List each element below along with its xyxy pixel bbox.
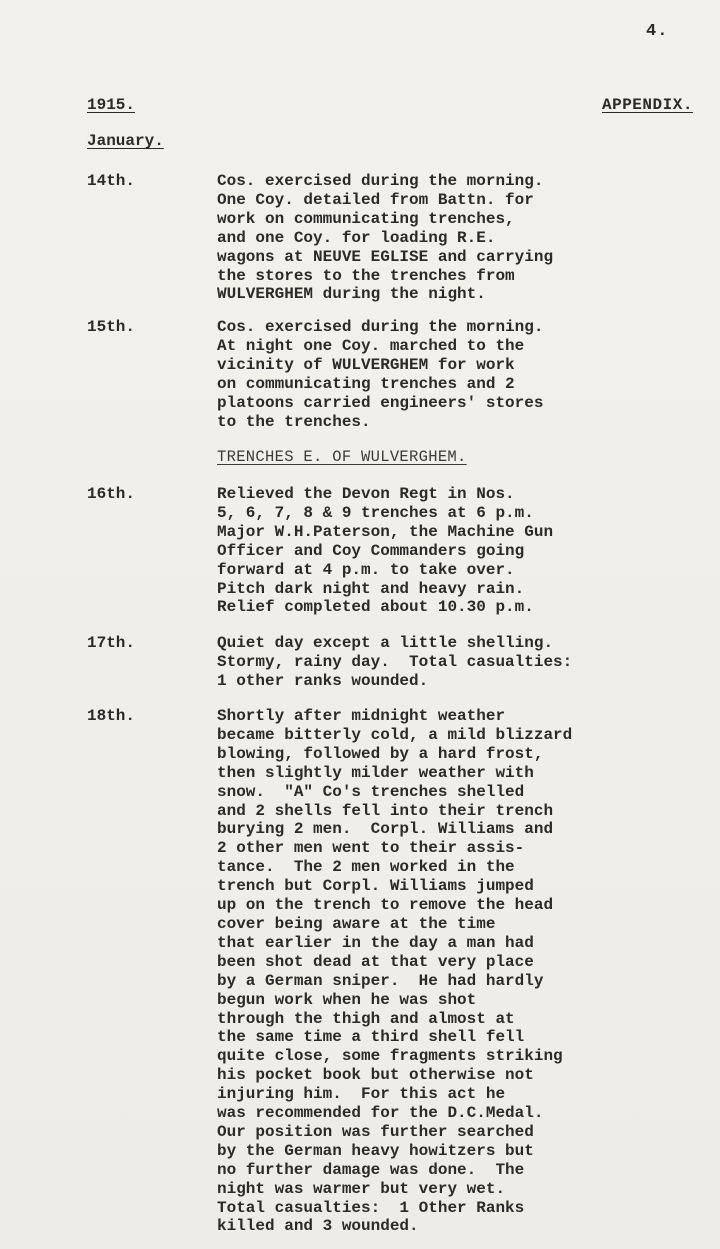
entry-text: Relieved the Devon Regt in Nos. 5, 6, 7, 8 & 9 trenches at 6 p.m. Major W.H.Paterson, the Machine Gun Officer and Coy Commanders going forward at 4 p.m. to take over. Pitch dark night and heavy rain. Relief completed about 10.30 p.m. xyxy=(217,485,554,617)
section-heading: TRENCHES E. OF WULVERGHEM. xyxy=(217,448,467,466)
year-heading: 1915. xyxy=(87,96,136,114)
entry-text: Shortly after midnight weather became bitterly cold, a mild blizzard blowing, followed by a hard frost, then slightly milder weather with snow. "A" Co's trenches shelled and 2 shells fell into their trench burying 2 men. Corpl. Williams and 2 other men went to their assis- tance. The 2 men worked in the trench but Corpl. Williams jumped up on the trench to remove the head cover being aware at the time that earlier in the day a man had been shot dead at that very place by a German sniper. He had hardly begun work when he was shot through the thigh and almost at the same time a third shell fell quite close, some fragments striking his pocket book but otherwise not injuring him. For this act he was recommended for the D.C.Medal. Our position was further searched by the German heavy howitzers but no further damage was done. The night was warmer but very wet. Total casualties: 1 Other Ranks killed and 3 wounded. xyxy=(217,707,573,1236)
entry-text: Quiet day except a little shelling. Stormy, rainy day. Total casualties: 1 other ranks wounded. xyxy=(217,634,573,690)
appendix-heading: APPENDIX. xyxy=(602,96,693,114)
entry-date: 16th. xyxy=(87,485,136,503)
entry-date: 18th. xyxy=(87,707,136,725)
entry-text: Cos. exercised during the morning. At night one Coy. marched to the vicinity of WULVERGHEM for work on communicating trenches and 2 platoons carried engineers' stores to the trenches. xyxy=(217,318,544,431)
entry-date: 17th. xyxy=(87,634,136,652)
entry-text: Cos. exercised during the morning. One Coy. detailed from Battn. for work on communicating trenches, and one Coy. for loading R.E. wagons at NEUVE EGLISE and carrying the stores to the trenches from WULVERGHEM during the night. xyxy=(217,172,554,304)
entry-date: 14th. xyxy=(87,172,136,190)
entry-date: 15th. xyxy=(87,318,136,336)
month-heading: January. xyxy=(87,132,164,150)
page-number: 4. xyxy=(646,22,669,41)
